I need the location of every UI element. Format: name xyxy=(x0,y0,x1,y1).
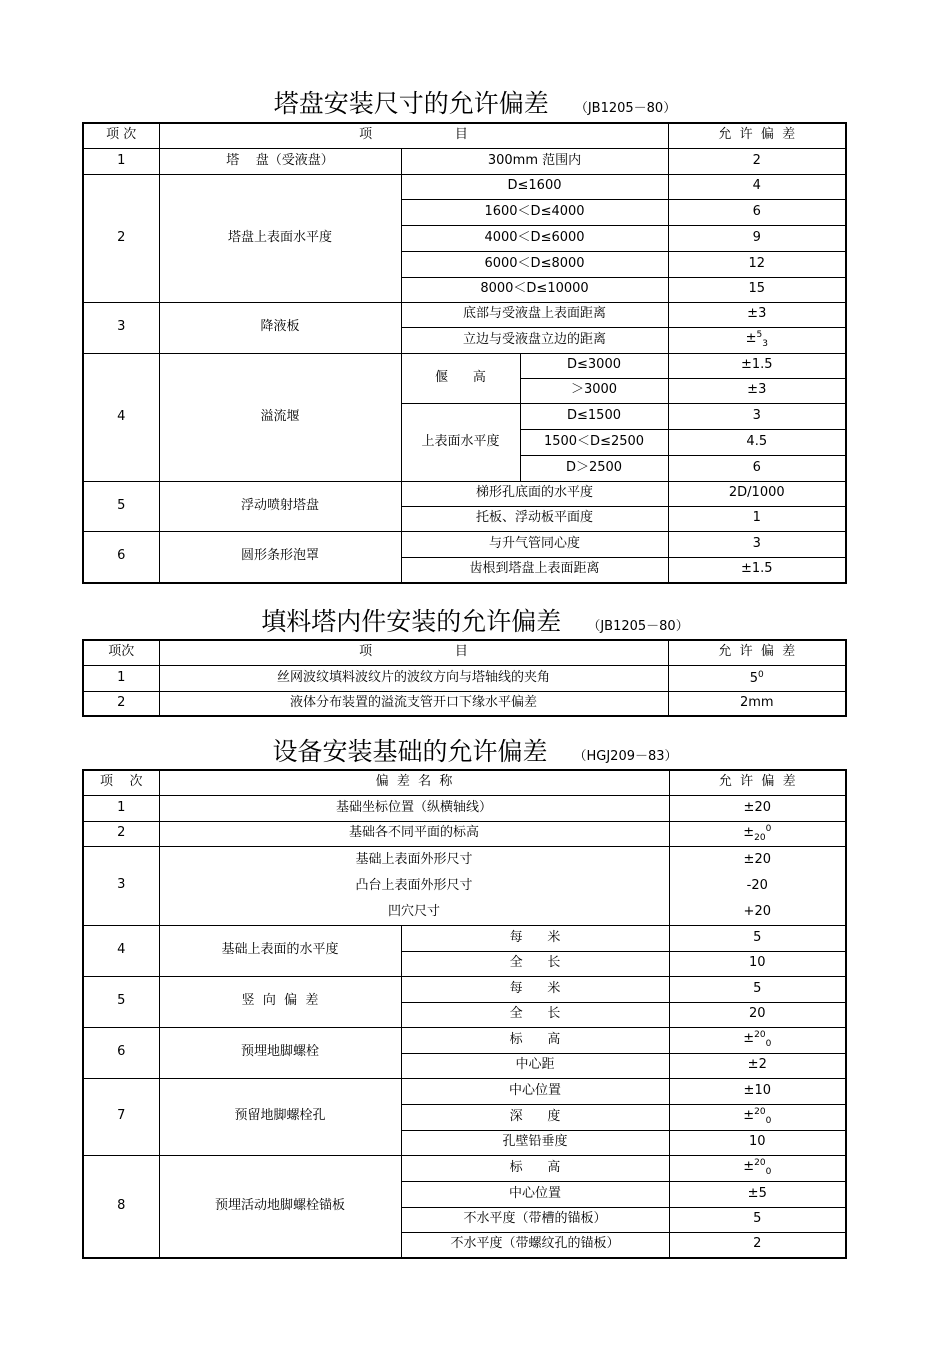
row-group: 上表面水平度 xyxy=(401,403,520,481)
table3-code: （HGJ209－83） xyxy=(573,749,678,764)
header-no: 项 次 xyxy=(83,123,159,148)
row-no: 5 xyxy=(83,481,159,531)
row-tolerance: 2mm xyxy=(668,691,846,716)
header-item: 项 目 xyxy=(159,640,668,665)
row-condition: 300mm 范围内 xyxy=(401,148,668,174)
row-name: 塔 盘（受液盘） xyxy=(159,148,401,174)
row-tolerance: +20 xyxy=(743,903,771,919)
row-no: 4 xyxy=(83,925,159,976)
row-name: 预留地脚螺栓孔 xyxy=(159,1078,401,1155)
foundation-tolerance-table xyxy=(82,769,847,1259)
table-row xyxy=(83,691,846,716)
table-row xyxy=(83,1027,846,1053)
row-tolerance: 3 xyxy=(668,531,846,557)
row-condition: D≤1600 xyxy=(401,174,668,199)
row-condition: 与升气管同心度 xyxy=(401,531,668,557)
row-condition: 不水平度（带槽的锚板） xyxy=(401,1207,669,1232)
tolerance-sup: 0 xyxy=(758,669,764,680)
row-no: 2 xyxy=(83,174,159,302)
row-condition: 6000＜D≤8000 xyxy=(401,251,668,277)
row-condition: D≤3000 xyxy=(520,353,668,378)
header-no: 项 次 xyxy=(83,770,159,795)
table2-title-line xyxy=(0,602,950,638)
row-no: 4 xyxy=(83,353,159,481)
tolerance-base: ± xyxy=(743,1108,755,1124)
row-no: 2 xyxy=(83,821,159,846)
row-tolerance: 5 xyxy=(669,1207,846,1232)
table1-title: 塔盘安装尺寸的允许偏差 xyxy=(273,89,549,118)
header-tolerance: 允 许 偏 差 xyxy=(668,123,846,148)
row-name: 基础上表面的水平度 xyxy=(159,925,401,976)
tolerance-base: ± xyxy=(745,331,757,347)
row-condition: 深 度 xyxy=(401,1104,669,1130)
row-tolerance: 1 xyxy=(668,506,846,531)
row-tolerance xyxy=(668,665,846,691)
row-tolerance: ±3 xyxy=(668,302,846,327)
tolerance-base: ± xyxy=(743,824,755,840)
row-tolerance xyxy=(669,1104,846,1130)
row-condition: 全 长 xyxy=(401,951,669,976)
row-condition: 梯形孔底面的水平度 xyxy=(401,481,668,506)
row-tolerance: ±1.5 xyxy=(668,557,846,583)
row-condition: 中心位置 xyxy=(401,1078,669,1104)
row-condition: 标 高 xyxy=(401,1027,669,1053)
row-tolerance: ±20 xyxy=(743,851,771,867)
row-tolerance: ±2 xyxy=(669,1053,846,1078)
row-item: 丝网波纹填料波纹片的波纹方向与塔轴线的夹角 xyxy=(159,665,668,691)
row-tolerance: 4.5 xyxy=(668,429,846,455)
tower-tray-tolerance-table xyxy=(82,122,847,584)
header-no: 项次 xyxy=(83,640,159,665)
table-header-row xyxy=(83,123,846,148)
row-condition: 中心距 xyxy=(401,1053,669,1078)
table-header-row xyxy=(83,770,846,795)
table-row xyxy=(83,846,846,925)
row-tolerance xyxy=(668,327,846,353)
tolerance-sup: 20 xyxy=(754,1107,766,1118)
row-name: 降液板 xyxy=(159,302,401,353)
row-tolerance: 15 xyxy=(668,277,846,302)
row-no: 1 xyxy=(83,665,159,691)
table1-title-line xyxy=(0,84,950,120)
row-condition: 齿根到塔盘上表面距离 xyxy=(401,557,668,583)
row-name: 浮动喷射塔盘 xyxy=(159,481,401,531)
header-item: 项 目 xyxy=(159,123,668,148)
row-no: 5 xyxy=(83,976,159,1027)
table-row xyxy=(83,302,846,327)
row-condition: 每 米 xyxy=(401,925,669,951)
row-group: 偃 高 xyxy=(401,353,520,403)
tolerance-sub: 20 xyxy=(754,832,766,843)
row-items xyxy=(159,846,669,925)
row-tolerance: 9 xyxy=(668,225,846,251)
row-no: 2 xyxy=(83,691,159,716)
tolerance-sub: 0 xyxy=(765,1167,772,1178)
table2-code: （JB1205－80） xyxy=(587,619,689,634)
table-row xyxy=(83,665,846,691)
row-item: 液体分布装置的溢流支管开口下缘水平偏差 xyxy=(159,691,668,716)
tolerance-base: 5 xyxy=(749,670,759,686)
table-row xyxy=(83,795,846,821)
row-condition: 8000＜D≤10000 xyxy=(401,277,668,302)
row-tolerance: 4 xyxy=(668,174,846,199)
tolerance-sub: 3 xyxy=(762,339,768,350)
tolerance-sup: 5 xyxy=(756,330,763,341)
row-condition: D≤1500 xyxy=(520,403,668,429)
table3-title: 设备安装基础的允许偏差 xyxy=(272,737,548,766)
table-row xyxy=(83,925,846,951)
row-item: 基础上表面外形尺寸 xyxy=(355,851,473,867)
row-condition: 孔壁铅垂度 xyxy=(401,1130,669,1155)
row-tolerance: ±5 xyxy=(669,1181,846,1207)
tolerance-sub: 0 xyxy=(765,1039,772,1050)
row-no: 3 xyxy=(83,846,159,925)
row-tolerance: 5 xyxy=(669,925,846,951)
tolerance-sup: 20 xyxy=(754,1158,766,1169)
row-tolerances xyxy=(669,846,846,925)
header-item: 偏 差 名 称 xyxy=(159,770,669,795)
row-tolerance: 10 xyxy=(669,1130,846,1155)
row-item: 基础坐标位置（纵横轴线） xyxy=(159,795,669,821)
row-condition: 中心位置 xyxy=(401,1181,669,1207)
header-tolerance: 允 许 偏 差 xyxy=(669,770,846,795)
table-row xyxy=(83,531,846,557)
row-tolerance: 3 xyxy=(668,403,846,429)
row-tolerance: ±20 xyxy=(669,795,846,821)
row-tolerance: 12 xyxy=(668,251,846,277)
row-no: 6 xyxy=(83,531,159,583)
row-name: 预埋活动地脚螺栓锚板 xyxy=(159,1155,401,1258)
row-no: 3 xyxy=(83,302,159,353)
row-tolerance: 10 xyxy=(669,951,846,976)
row-condition: ＞3000 xyxy=(520,378,668,403)
row-item: 凹穴尺寸 xyxy=(388,903,441,919)
table-row xyxy=(83,481,846,506)
row-condition: 1600＜D≤4000 xyxy=(401,199,668,225)
row-name: 预埋地脚螺栓 xyxy=(159,1027,401,1078)
header-tolerance: 允 许 偏 差 xyxy=(668,640,846,665)
row-item: 凸台上表面外形尺寸 xyxy=(355,877,473,893)
row-tolerance: 6 xyxy=(668,455,846,481)
row-condition: 托板、浮动板平面度 xyxy=(401,506,668,531)
row-no: 1 xyxy=(83,795,159,821)
table-row xyxy=(83,976,846,1002)
row-condition: 1500＜D≤2500 xyxy=(520,429,668,455)
row-name: 溢流堰 xyxy=(159,353,401,481)
row-item: 基础各不同平面的标高 xyxy=(159,821,669,846)
row-tolerance: 2 xyxy=(669,1232,846,1258)
tolerance-base: ± xyxy=(743,1031,755,1047)
table3-title-line xyxy=(0,732,950,768)
table-row xyxy=(83,174,846,199)
table1-code: （JB1205－80） xyxy=(574,101,677,116)
table-row xyxy=(83,148,846,174)
row-name: 竖 向 偏 差 xyxy=(159,976,401,1027)
packed-tower-tolerance-table xyxy=(82,639,847,717)
row-tolerance: 2D/1000 xyxy=(668,481,846,506)
row-tolerance: ±3 xyxy=(668,378,846,403)
row-no: 1 xyxy=(83,148,159,174)
tolerance-base: ± xyxy=(743,1159,755,1175)
row-tolerance: 2 xyxy=(668,148,846,174)
row-condition: 底部与受液盘上表面距离 xyxy=(401,302,668,327)
row-no: 7 xyxy=(83,1078,159,1155)
row-tolerance: 20 xyxy=(669,1002,846,1027)
row-tolerance: 6 xyxy=(668,199,846,225)
row-name: 塔盘上表面水平度 xyxy=(159,174,401,302)
row-tolerance: ±10 xyxy=(669,1078,846,1104)
row-name: 圆形条形泡罩 xyxy=(159,531,401,583)
tolerance-sub: 0 xyxy=(765,1116,772,1127)
row-tolerance xyxy=(669,1155,846,1181)
row-no: 8 xyxy=(83,1155,159,1258)
tolerance-sup: 20 xyxy=(754,1030,766,1041)
row-tolerance: ±1.5 xyxy=(668,353,846,378)
row-tolerance xyxy=(669,1027,846,1053)
table-row xyxy=(83,1155,846,1181)
row-condition: 4000＜D≤6000 xyxy=(401,225,668,251)
table-row xyxy=(83,353,846,378)
table-header-row xyxy=(83,640,846,665)
row-condition: 标 高 xyxy=(401,1155,669,1181)
row-condition: 立边与受液盘立边的距离 xyxy=(401,327,668,353)
table2-title: 填料塔内件安装的允许偏差 xyxy=(261,607,562,636)
row-no: 6 xyxy=(83,1027,159,1078)
row-condition: 不水平度（带螺纹孔的锚板） xyxy=(401,1232,669,1258)
row-condition: 每 米 xyxy=(401,976,669,1002)
row-tolerance: 5 xyxy=(669,976,846,1002)
table-row xyxy=(83,821,846,846)
table-row xyxy=(83,1078,846,1104)
row-tolerance xyxy=(669,821,846,846)
row-tolerance: -20 xyxy=(746,877,768,893)
tolerance-sup: 0 xyxy=(765,823,772,834)
row-condition: D＞2500 xyxy=(520,455,668,481)
row-condition: 全 长 xyxy=(401,1002,669,1027)
